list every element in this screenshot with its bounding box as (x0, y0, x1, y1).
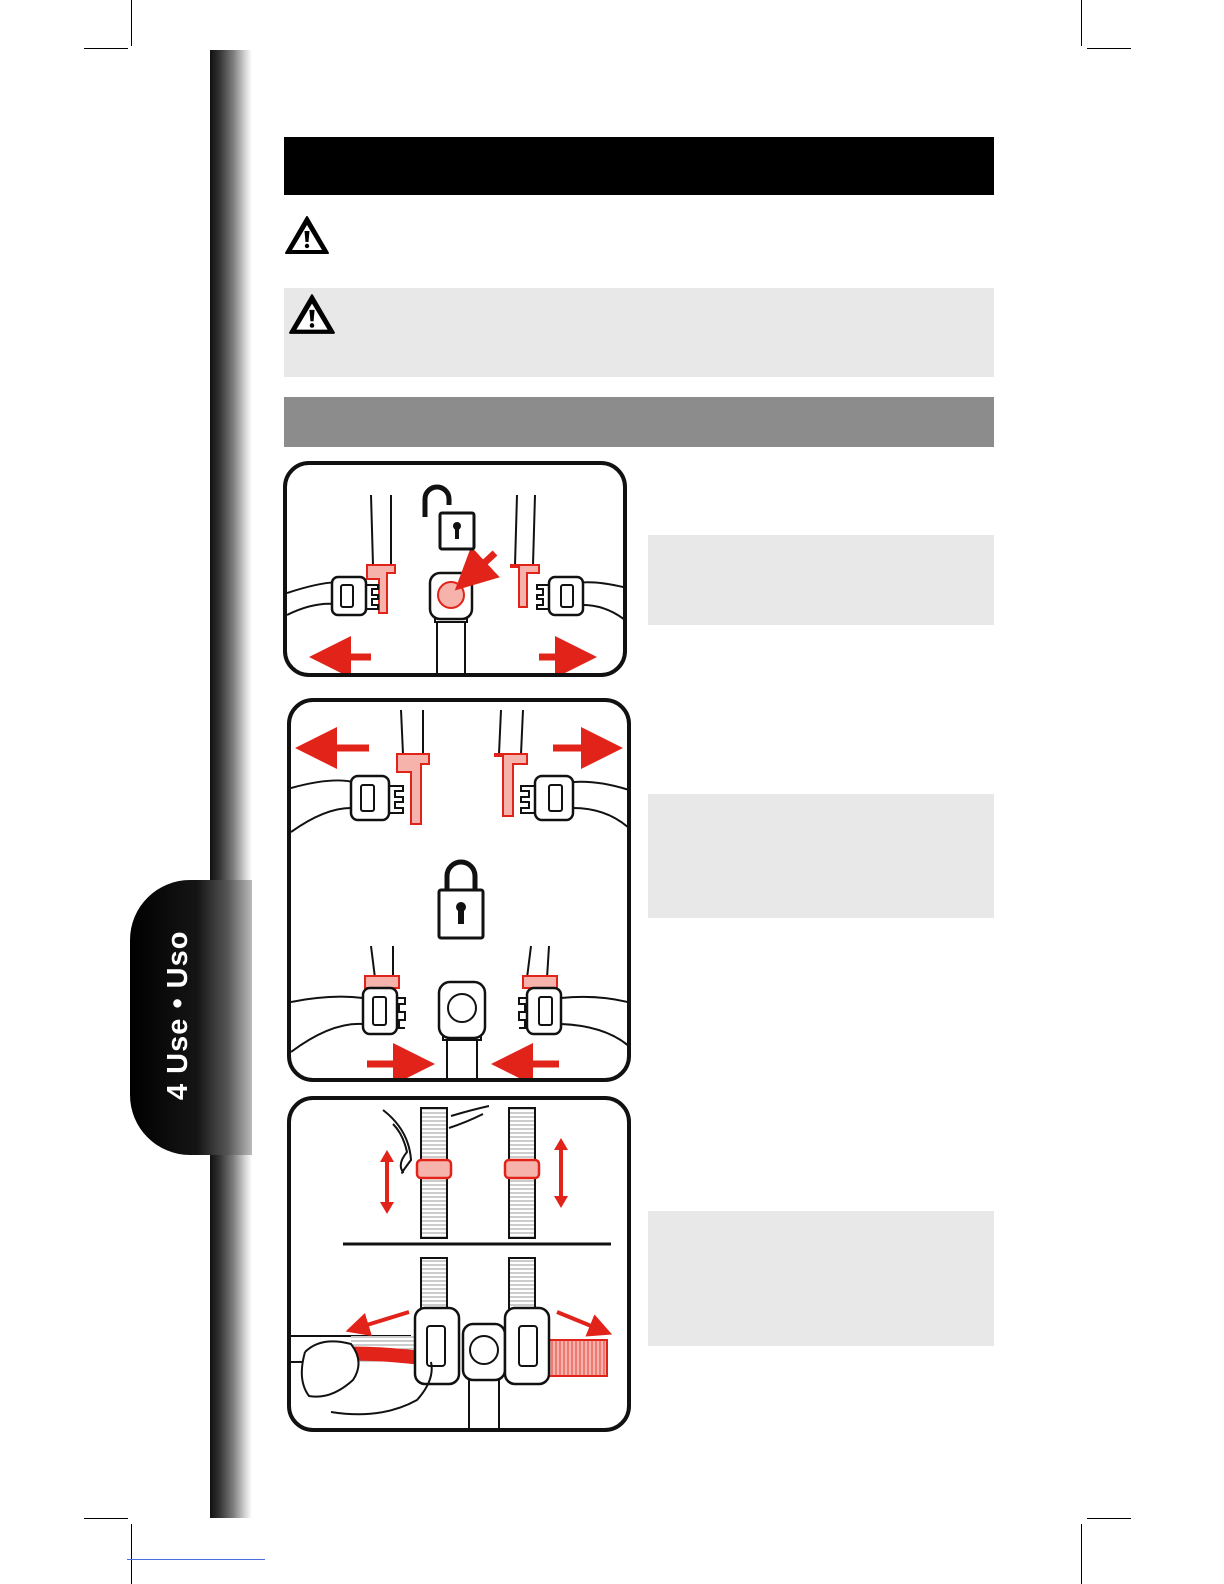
crop-mark (131, 1524, 132, 1584)
section-tab-label: 4 Use • Uso (162, 930, 194, 1100)
illustration-adjust (287, 1096, 631, 1432)
section-subtitle-bar (284, 397, 994, 447)
crop-mark (1087, 1518, 1131, 1519)
crop-mark (131, 0, 132, 46)
note-box (648, 535, 994, 625)
crop-mark (84, 1518, 128, 1519)
warning-box (284, 288, 994, 377)
unlocked-padlock-icon (425, 487, 474, 549)
buckle-left (332, 577, 378, 615)
note-box (648, 794, 994, 918)
locked-padlock-icon (439, 862, 483, 938)
page-title-bar (284, 137, 994, 195)
crop-mark (1087, 48, 1131, 49)
note-box (648, 1211, 994, 1346)
buckle-right (537, 577, 583, 615)
side-gradient-bar (210, 50, 252, 1518)
harness-tongue-right (511, 565, 539, 607)
release-button (438, 582, 464, 608)
warning-triangle-icon (288, 293, 336, 335)
warning-triangle-icon (284, 215, 330, 255)
link-underline (127, 1559, 265, 1560)
illustration-buckle (287, 698, 631, 1082)
crop-mark (84, 48, 128, 49)
crop-mark (1081, 0, 1082, 46)
illustration-unbuckle (283, 461, 627, 677)
crop-mark (1081, 1524, 1082, 1584)
